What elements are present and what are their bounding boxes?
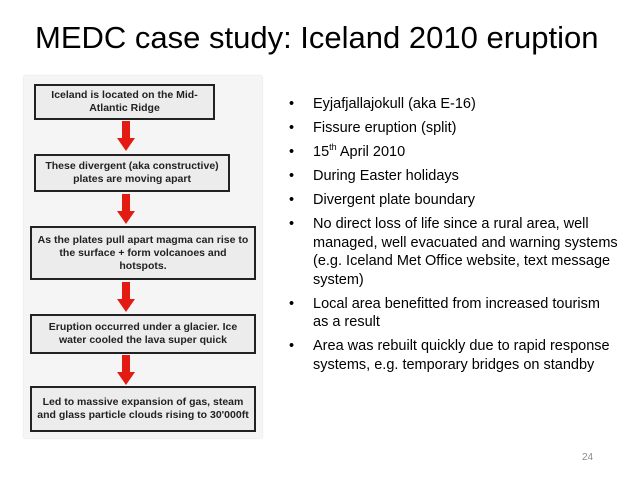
down-arrow-icon: [117, 355, 135, 385]
page-number: 24: [582, 452, 594, 463]
down-arrow-icon: [117, 121, 135, 151]
flow-step-2: These divergent (aka constructive) plates are moving apart: [34, 154, 230, 192]
flow-step-5: Led to massive expansion of gas, steam and glass particle clouds rising to 30'000ft: [30, 386, 256, 432]
slide-title: MEDC case study: Iceland 2010 eruption: [35, 20, 599, 55]
bullet-item: • Area was rebuilt quickly due to rapid response systems, e.g. temporary bridges on standby: [289, 338, 610, 373]
bullet-icon: •: [289, 144, 295, 160]
down-arrow-icon: [117, 282, 135, 312]
bullet-icon: •: [289, 192, 295, 208]
flow-step-1: Iceland is located on the Mid-Atlantic Ridge: [34, 84, 215, 120]
bullet-icon: •: [289, 96, 295, 112]
bullet-item: • Eyjafjallajokull (aka E-16): [289, 96, 476, 112]
bullet-icon: •: [289, 168, 295, 184]
bullet-icon: •: [289, 216, 295, 232]
bullet-icon: •: [289, 338, 295, 354]
bullet-item: • Fissure eruption (split): [289, 120, 457, 136]
flow-step-3: As the plates pull apart magma can rise to the surface + form volcanoes and hotspots.: [30, 226, 256, 280]
bullet-item: • No direct loss of life since a rural area, well managed, well evacuated and warning systems (e.g. Iceland Met Office website, text message system): [289, 216, 618, 288]
bullet-item: • Divergent plate boundary: [289, 192, 476, 208]
bullet-item: • 15th April 2010: [289, 142, 406, 160]
bullet-item: • Local area benefitted from increased tourism as a result: [289, 295, 600, 330]
bullet-list: [289, 95, 619, 380]
down-arrow-icon: [117, 194, 135, 224]
flowchart-image: [24, 76, 262, 438]
flow-step-4: Eruption occurred under a glacier. Ice water cooled the lava super quick: [30, 314, 256, 354]
bullet-item: • During Easter holidays: [289, 168, 459, 184]
bullet-icon: •: [289, 120, 295, 136]
bullet-icon: •: [289, 295, 295, 312]
